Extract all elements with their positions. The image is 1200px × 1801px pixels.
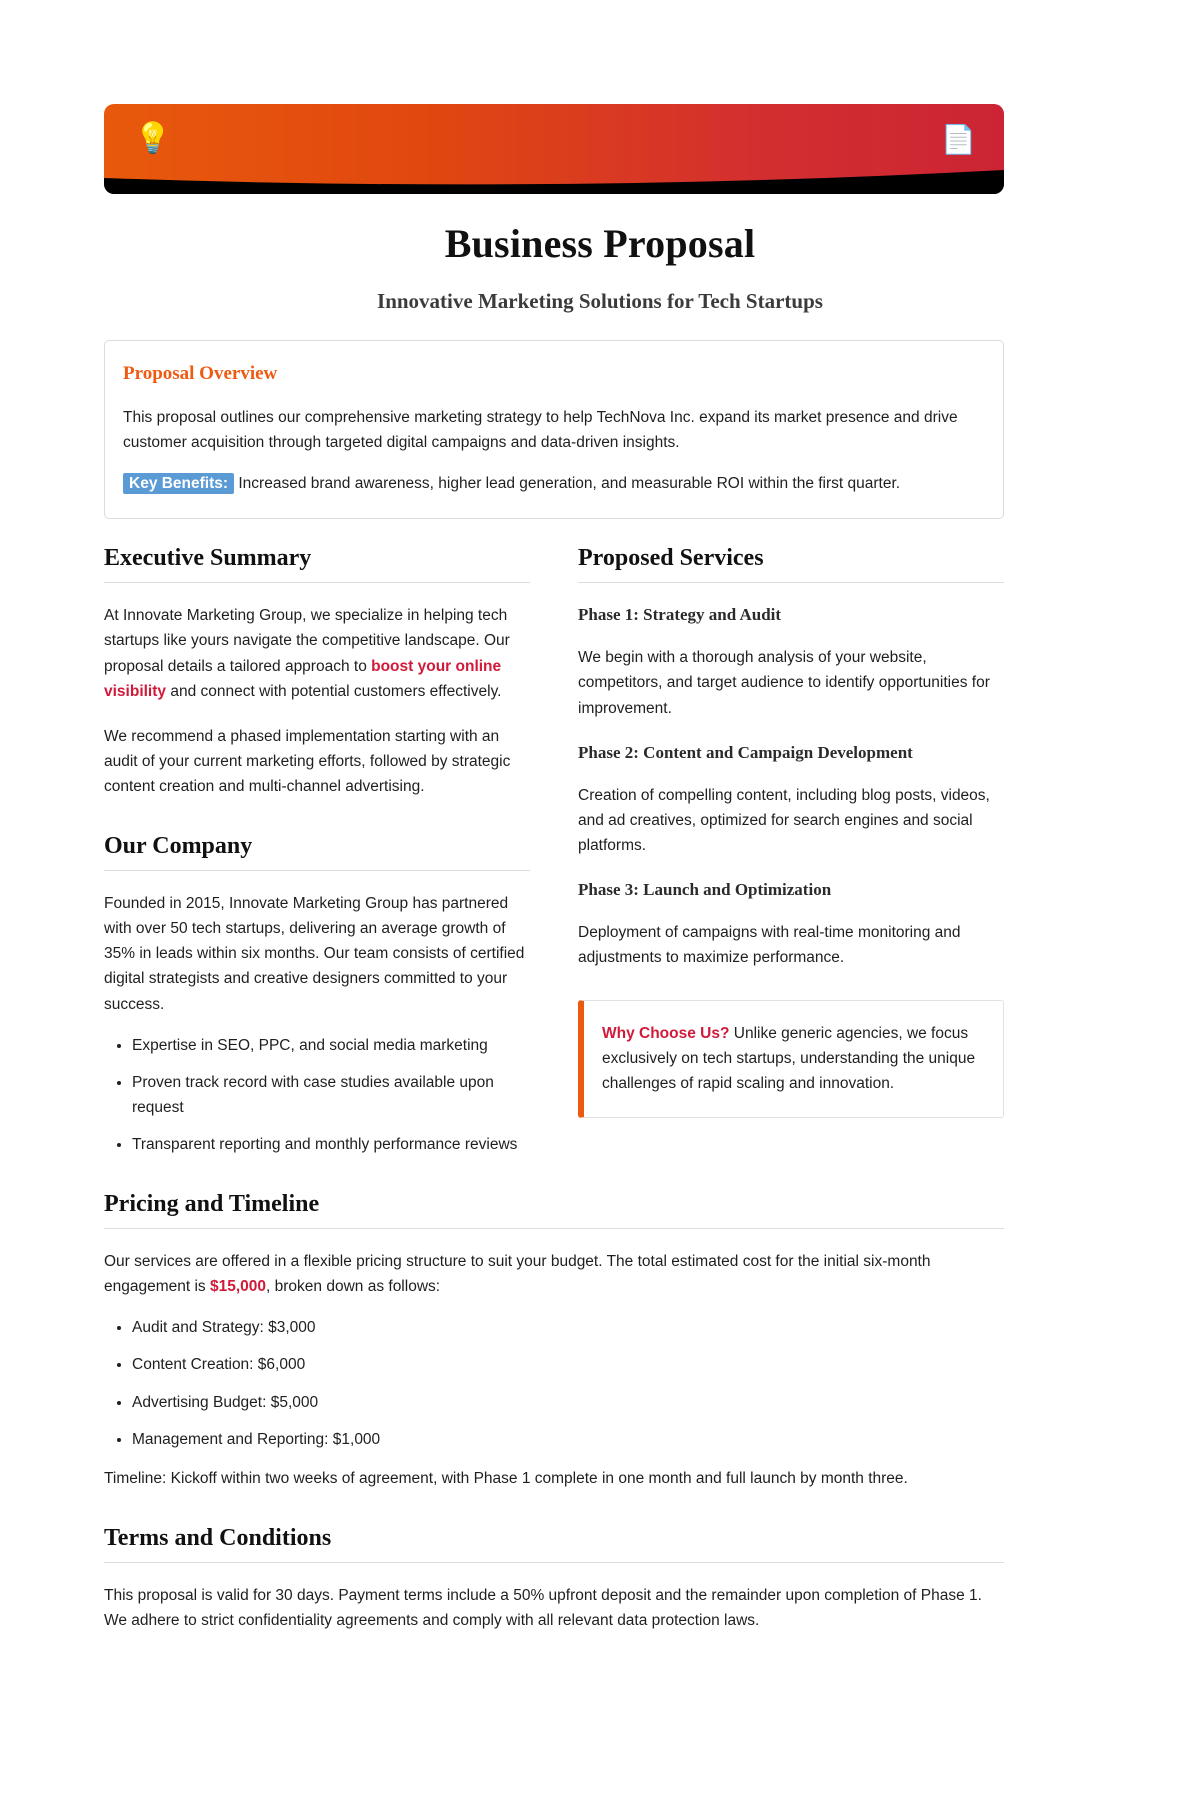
list-item: • Expertise in SEO, PPC, and social media marketing — [132, 1033, 530, 1058]
pricing-intro-after: , broken down as follows: — [266, 1278, 441, 1296]
executive-summary-paragraph-2: We recommend a phased implementation starting with an audit of your current marketing efforts, followed by strategic content creation and multi-channel advertising. — [104, 727, 511, 795]
document-icon: 📄 — [941, 124, 976, 155]
executive-summary-paragraph-1 — [104, 603, 530, 703]
exec-highlight: boost your online visibility — [104, 657, 502, 700]
overview-paragraph: This proposal outlines our comprehensive marketing strategy to help TechNova Inc. expand its market presence and drive customer acquisition through targeted digital campaigns and data-driven insights. — [123, 409, 958, 452]
list-item: • Audit and Strategy: $3,000 — [132, 1315, 1004, 1340]
two-column-region — [104, 545, 1004, 1157]
list-item: • Content Creation: $6,000 — [132, 1352, 1004, 1377]
pricing-heading: Pricing and Timeline — [104, 1191, 1004, 1229]
list-item: • Transparent reporting and monthly performance reviews — [132, 1132, 530, 1157]
phase-2-title: Phase 2: Content and Campaign Development — [578, 742, 913, 762]
why-choose-us-callout — [578, 1000, 1004, 1117]
our-company-bullet-list — [104, 1033, 530, 1157]
phase-1-body: We begin with a thorough analysis of your website, competitors, and target audience to identify opportunities for improvement. — [578, 649, 990, 717]
page-title: Business Proposal — [444, 221, 756, 266]
right-column — [578, 545, 1004, 1117]
lightbulb-icon: 💡 — [134, 122, 172, 155]
executive-summary-heading: Executive Summary — [104, 545, 530, 583]
pricing-intro — [104, 1249, 1004, 1299]
header-banner — [104, 104, 1004, 194]
pricing-bullet-list — [104, 1315, 1004, 1451]
document-page — [0, 104, 1200, 1633]
list-item: • Proven track record with case studies available upon request — [132, 1070, 530, 1120]
proposal-overview-card — [104, 340, 1004, 519]
proposed-services-heading: Proposed Services — [578, 545, 1004, 583]
list-item: • Advertising Budget: $5,000 — [132, 1390, 1004, 1415]
callout-text: Unlike generic agencies, we focus exclusively on tech startups, understanding the unique challenges of rapid scaling and innovation. — [602, 1025, 976, 1093]
pricing-section — [104, 1191, 1004, 1491]
terms-paragraph: This proposal is valid for 30 days. Payment terms include a 50% upfront deposit and the remainder upon completion of Phase 1. We adhere to strict confidentiality agreements and comply with all relevant data protection laws. — [104, 1586, 982, 1629]
pricing-timeline: Timeline: Kickoff within two weeks of agreement, with Phase 1 complete in one month and full launch by month three. — [104, 1469, 908, 1487]
exec-para1-after: and connect with potential customers effectively. — [166, 682, 502, 700]
page-subtitle: Innovative Marketing Solutions for Tech Startups — [377, 289, 823, 313]
key-benefits-text: Increased brand awareness, higher lead generation, and measurable ROI within the first quarter. — [238, 475, 901, 493]
callout-label: Why Choose Us? — [602, 1025, 730, 1043]
left-column — [104, 545, 530, 1157]
list-item: • Management and Reporting: $1,000 — [132, 1427, 1004, 1452]
banner-gradient — [104, 104, 1004, 194]
banner-curve-decoration — [104, 160, 1004, 194]
terms-heading: Terms and Conditions — [104, 1525, 1004, 1563]
exec-para1-before: At Innovate Marketing Group, we specialize in helping tech startups like yours navigate the competitive landscape. Our proposal details a tailored approach to — [104, 607, 510, 675]
overview-heading: Proposal Overview — [123, 363, 278, 384]
terms-section — [104, 1525, 1004, 1633]
pricing-total: $15,000 — [210, 1278, 267, 1296]
our-company-paragraph: Founded in 2015, Innovate Marketing Group has partnered with over 50 tech startups, delivering an average growth of 35% in leads within six months. Our team consists of certified digital strategists and creative designers committed to your success. — [104, 895, 525, 1013]
pricing-intro-before: Our services are offered in a flexible pricing structure to suit your budget. The total estimated cost for the initial six-month engagement is — [104, 1253, 931, 1296]
key-benefits-badge: Key Benefits: — [123, 473, 234, 494]
phase-3-body: Deployment of campaigns with real-time monitoring and adjustments to maximize performance. — [578, 923, 961, 967]
callout-paragraph — [602, 1021, 983, 1096]
our-company-heading: Our Company — [104, 833, 530, 871]
phase-3-title: Phase 3: Launch and Optimization — [578, 879, 832, 899]
phase-1-title: Phase 1: Strategy and Audit — [578, 605, 782, 625]
key-benefits-line — [123, 471, 985, 496]
phase-2-body: Creation of compelling content, including blog posts, videos, and ad creatives, optimized for search engines and social platforms. — [578, 786, 990, 854]
